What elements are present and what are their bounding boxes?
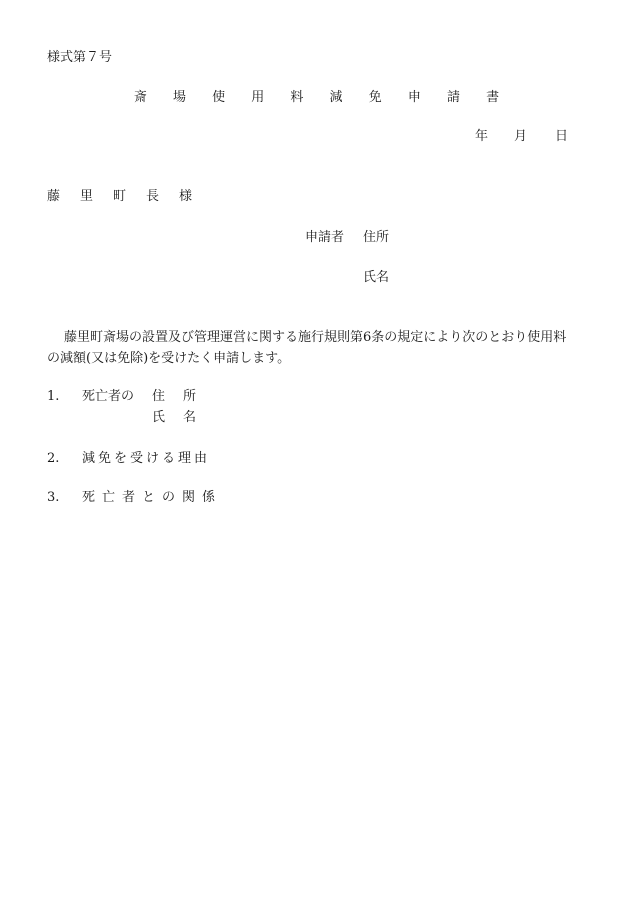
- applicant-name-label: 氏名: [363, 270, 390, 285]
- addressee: 藤里町長様: [47, 189, 213, 204]
- applicant-label: 申請者: [305, 230, 345, 245]
- date-month-label: 月: [514, 129, 528, 144]
- item-1-number: 1.: [47, 389, 60, 404]
- item-1-name-label: 氏名: [152, 410, 215, 425]
- item-3-label: 死亡者との関係: [82, 490, 223, 505]
- item-1-label: 死亡者の: [82, 389, 135, 404]
- item-1-address-label: 住所: [152, 389, 215, 404]
- document-title: [0, 91, 630, 104]
- body-text: 藤里町斎場の設置及び管理運営に関する施行規則第6条の規定により次のとおり使用料の減額(又は免除)を受けたく申請します。: [47, 330, 567, 366]
- item-3-number: 3.: [47, 490, 60, 505]
- item-2-label: 減免を受ける理由: [82, 451, 211, 466]
- date-year-label: 年: [475, 129, 489, 144]
- applicant-address-label: 住所: [363, 230, 390, 245]
- item-2-number: 2.: [47, 451, 60, 466]
- form-number: 様式第７号: [47, 50, 113, 65]
- document-title-text: 斎 場 使 用 料 減 免 申 請 書: [133, 90, 511, 105]
- date-day-label: 日: [555, 129, 569, 144]
